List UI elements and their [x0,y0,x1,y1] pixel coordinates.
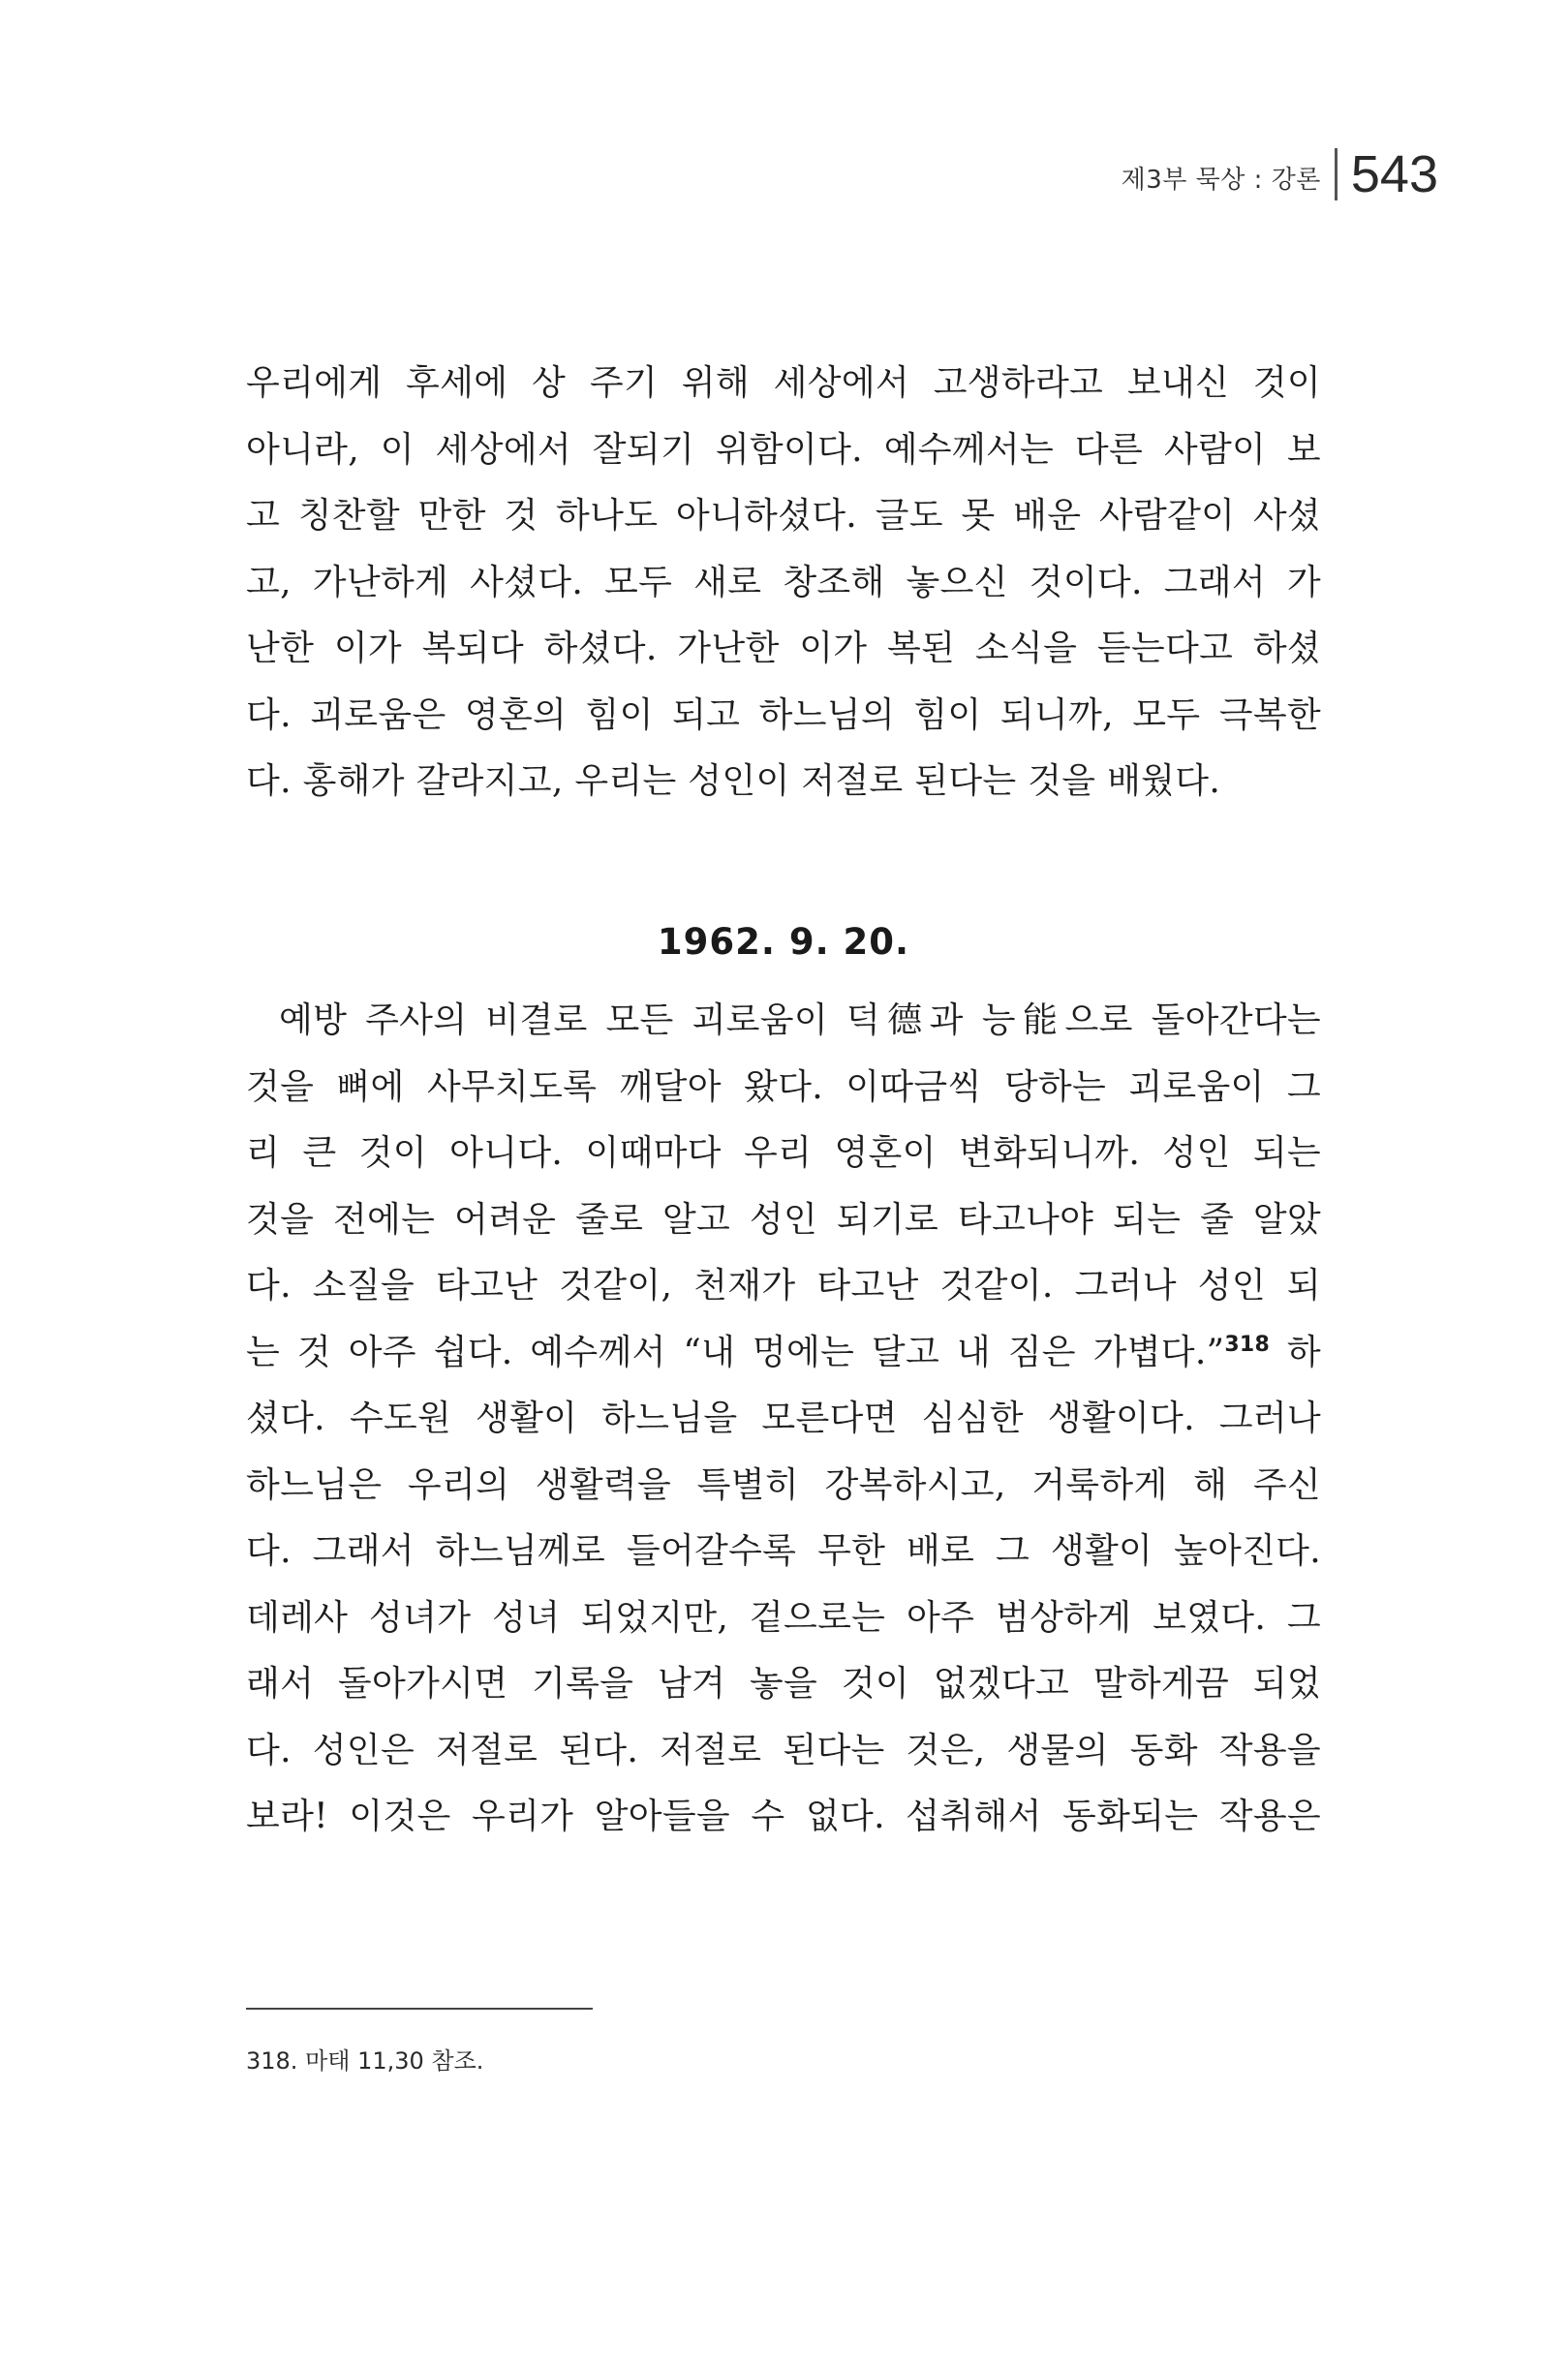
page-number: 543 [1350,145,1438,203]
text-line-segment: 하 [1270,1332,1321,1372]
text-line: 다. 성인은 저절로 된다. 저절로 된다는 것은, 생물의 동화 작용을 [246,1730,1321,1770]
text-line: 것을 전에는 어려운 줄로 알고 성인 되기로 타고나야 되는 줄 알았 [246,1199,1321,1240]
text-line: 데레사 성녀가 성녀 되었지만, 겉으로는 아주 범상하게 보였다. 그 [246,1597,1321,1638]
text-line-segment: 는 것 아주 쉽다. 예수께서 “내 멍에는 달고 내 짐은 가볍다.” [246,1332,1225,1372]
text-line: 우리에게 후세에 상 주기 위해 세상에서 고생하라고 보내신 것이 [246,363,1321,403]
text-line: 것을 뼈에 사무치도록 깨달아 왔다. 이따금씩 당하는 괴로움이 그 [246,1066,1321,1107]
text-line: 다. 그래서 하느님께로 들어갈수록 무한 배로 그 생활이 높아진다. [246,1531,1321,1571]
text-line: 래서 돌아가시면 기록을 남겨 놓을 것이 없겠다고 말하게끔 되었 [246,1664,1321,1704]
text-line: 리 큰 것이 아니다. 이때마다 우리 영혼이 변화되니까. 성인 되는 [246,1133,1321,1173]
header-section-title: 제3부 묵상 : 강론 [1121,165,1321,195]
header-divider [1335,148,1337,200]
text-line: 셨다. 수도원 생활이 하느님을 모른다면 심심한 생활이다. 그러나 [246,1399,1321,1438]
paragraph-1 [246,351,1321,815]
text-line-with-footnote [246,1320,1321,1387]
paragraph-2 [246,988,1321,1851]
date-heading: 1962. 9. 20. [657,921,910,963]
footnote: 318. 마태 11,30 참조. [246,2047,484,2075]
text-line: 보라! 이것은 우리가 알아들을 수 없다. 섭취해서 동화되는 작용은 [246,1797,1321,1836]
text-line: 다. 소질을 타고난 것같이, 천재가 타고난 것같이. 그러나 성인 되 [246,1266,1321,1306]
text-line: 예방 주사의 비결로 모든 괴로움이 덕德과 능能으로 돌아간다는 [279,1000,1321,1040]
text-line: 난한 이가 복되다 하셨다. 가난한 이가 복된 소식을 듣는다고 하셨 [246,629,1321,668]
footnote-divider [246,2008,593,2010]
text-line: 고, 가난하게 사셨다. 모두 새로 창조해 놓으신 것이다. 그래서 가 [246,562,1321,602]
running-header [1122,145,1438,203]
footnote-reference[interactable]: 318 [1224,1332,1271,1357]
text-line: 다. 홍해가 갈라지고, 우리는 성인이 저절로 된다는 것을 배웠다. [246,761,1221,801]
text-line: 다. 괴로움은 영혼의 힘이 되고 하느님의 힘이 되니까, 모두 극복한 [246,694,1321,735]
text-line: 고 칭찬할 만한 것 하나도 아니하셨다. 글도 못 배운 사람같이 사셨 [246,496,1321,536]
text-line: 아니라, 이 세상에서 잘되기 위함이다. 예수께서는 다른 사람이 보 [246,429,1321,470]
text-line: 하느님은 우리의 생활력을 특별히 강복하시고, 거룩하게 해 주신 [246,1464,1321,1505]
